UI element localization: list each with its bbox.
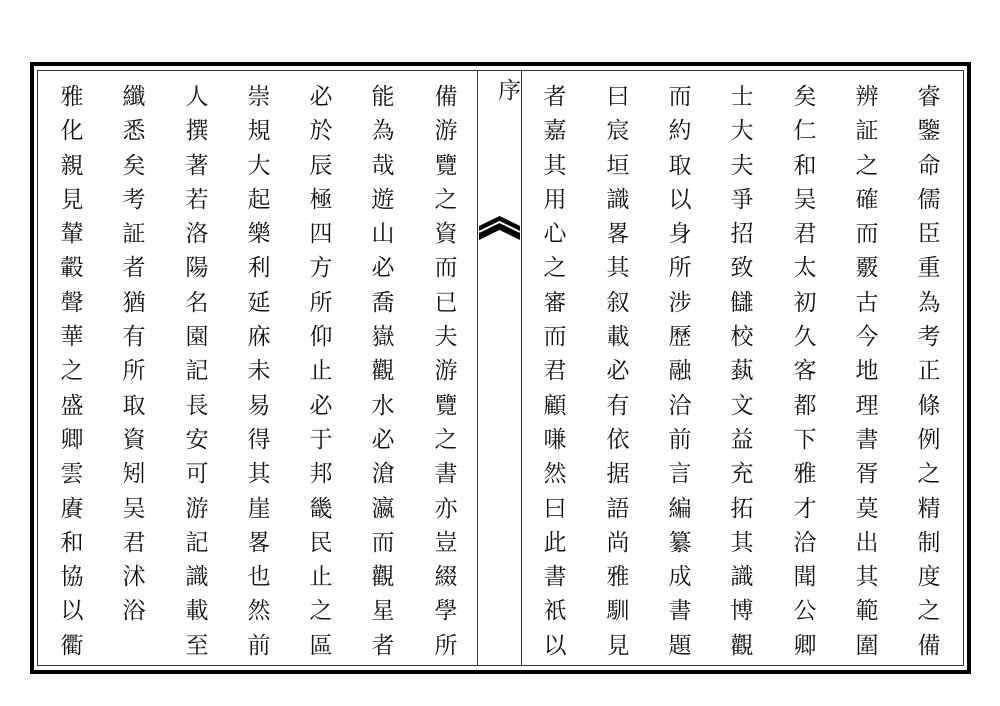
- text-char: 公: [793, 598, 817, 625]
- text-char: 爭: [730, 186, 754, 213]
- text-char: 而: [855, 221, 879, 248]
- text-char: 洛: [185, 221, 209, 248]
- right-column-2: [852, 80, 882, 663]
- text-char: 者: [371, 632, 395, 659]
- text-char: 睿: [917, 84, 941, 110]
- text-char: 安: [185, 426, 209, 453]
- text-char: 而: [434, 255, 458, 282]
- text-char: 夫: [730, 152, 754, 179]
- text-char: 猶: [122, 289, 146, 316]
- text-char: 者: [543, 84, 567, 110]
- text-char: 畿: [309, 495, 333, 522]
- text-char: 必: [371, 426, 395, 453]
- text-char: 載: [185, 598, 209, 625]
- right-column-7: [540, 80, 570, 663]
- text-char: 取: [122, 392, 146, 419]
- text-char: 顧: [543, 392, 567, 419]
- text-char: 然: [247, 598, 271, 625]
- text-char: 載: [606, 324, 630, 351]
- text-char: 撰: [185, 118, 209, 145]
- text-char: 輦: [60, 221, 84, 248]
- text-char: 方: [309, 255, 333, 282]
- text-char: 卿: [793, 632, 817, 659]
- text-char: 浴: [122, 598, 146, 625]
- text-char: 歷: [668, 324, 692, 351]
- left-column-2: [368, 80, 398, 663]
- text-char: 吴: [793, 186, 817, 213]
- text-char: 大: [247, 152, 271, 179]
- text-char: 學: [434, 598, 458, 625]
- text-char: 古: [855, 289, 879, 316]
- text-char: 哉: [371, 152, 395, 179]
- text-char: 之: [434, 426, 458, 453]
- text-char: 例: [917, 426, 941, 453]
- text-char: 崇: [247, 84, 271, 110]
- text-char: 邦: [309, 461, 333, 488]
- text-char: 星: [371, 598, 395, 625]
- text-char: 久: [793, 324, 817, 351]
- text-char: 而: [543, 324, 567, 351]
- left-column-5: [182, 80, 212, 663]
- text-char: 圍: [855, 632, 879, 659]
- text-char: 涉: [668, 289, 692, 316]
- text-char: 利: [247, 255, 271, 282]
- text-char: 止: [309, 358, 333, 385]
- text-char: 陽: [185, 255, 209, 282]
- text-char: 于: [309, 426, 333, 453]
- text-char: 庥: [247, 324, 271, 351]
- text-char: 編: [668, 495, 692, 522]
- left-column-3: [306, 80, 336, 663]
- text-char: 有: [606, 392, 630, 419]
- text-char: 曰: [606, 84, 630, 110]
- text-char: 才: [793, 495, 817, 522]
- text-char: 正: [917, 358, 941, 385]
- text-char: 轂: [60, 255, 84, 282]
- text-char: 前: [668, 426, 692, 453]
- text-char: 水: [371, 392, 395, 419]
- left-column-1: [431, 80, 461, 663]
- text-char: 度: [917, 564, 941, 591]
- text-char: 纂: [668, 529, 692, 556]
- text-char: 備: [917, 632, 941, 659]
- text-char: 和: [60, 529, 84, 556]
- text-char: 身: [668, 221, 692, 248]
- text-char: 畧: [247, 529, 271, 556]
- text-char: 延: [247, 289, 271, 316]
- text-char: 儒: [917, 186, 941, 213]
- text-char: 見: [606, 632, 630, 659]
- text-char: 今: [855, 324, 879, 351]
- text-char: 其: [606, 255, 630, 282]
- text-char: 下: [793, 426, 817, 453]
- text-char: 之: [917, 598, 941, 625]
- right-column-5: [665, 80, 695, 663]
- text-char: 書: [543, 564, 567, 591]
- text-char: 易: [247, 392, 271, 419]
- text-char: 尚: [606, 529, 630, 556]
- text-char: 起: [247, 186, 271, 213]
- text-char: 備: [434, 84, 458, 110]
- text-char: 用: [543, 186, 567, 213]
- text-char: 游: [434, 118, 458, 145]
- text-char: 心: [543, 221, 567, 248]
- text-char: 觀: [371, 358, 395, 385]
- text-char: 有: [122, 324, 146, 351]
- text-char: 理: [855, 392, 879, 419]
- text-char: 必: [309, 392, 333, 419]
- text-char: 之: [434, 186, 458, 213]
- text-char: 所: [309, 289, 333, 316]
- text-char: 華: [60, 324, 84, 351]
- text-char: 必: [371, 255, 395, 282]
- text-char: 仁: [793, 118, 817, 145]
- text-char: 以: [543, 632, 567, 659]
- text-char: 矧: [122, 461, 146, 488]
- right-column-6: [603, 80, 633, 663]
- text-char: 之: [917, 461, 941, 488]
- text-char: 雅: [606, 564, 630, 591]
- text-char: 識: [730, 564, 754, 591]
- text-char: 綴: [434, 564, 458, 591]
- text-char: 山: [371, 221, 395, 248]
- text-char: 出: [855, 529, 879, 556]
- text-char: 題: [668, 632, 692, 659]
- text-char: 賡: [60, 495, 84, 522]
- text-char: 記: [185, 358, 209, 385]
- text-char: 所: [122, 358, 146, 385]
- text-char: 嗛: [543, 426, 567, 453]
- text-char: 規: [247, 118, 271, 145]
- right-column-4: [727, 80, 757, 663]
- text-char: 曰: [543, 495, 567, 522]
- fishtail-mark: [477, 216, 522, 242]
- text-char: 可: [185, 461, 209, 488]
- right-column-3: [790, 80, 820, 663]
- text-char: 覽: [434, 392, 458, 419]
- text-char: 此: [543, 529, 567, 556]
- text-char: 洽: [668, 392, 692, 419]
- text-char: 其: [543, 152, 567, 179]
- text-char: 士: [730, 84, 754, 110]
- text-char: 記: [185, 529, 209, 556]
- text-char: 觀: [730, 632, 754, 659]
- left-column-6: [119, 80, 149, 629]
- text-char: 然: [543, 461, 567, 488]
- text-char: 融: [668, 358, 692, 385]
- text-char: 君: [122, 529, 146, 556]
- text-char: 人: [185, 84, 209, 110]
- text-char: 瀛: [371, 495, 395, 522]
- text-char: 雅: [793, 461, 817, 488]
- text-char: 衢: [60, 632, 84, 659]
- right-column-1: [914, 80, 944, 663]
- text-char: 觀: [371, 564, 395, 591]
- text-char: 吴: [122, 495, 146, 522]
- left-column-7: [57, 80, 87, 663]
- text-char: 益: [730, 426, 754, 453]
- text-char: 矣: [793, 84, 817, 110]
- text-char: 太: [793, 255, 817, 282]
- text-char: 大: [730, 118, 754, 145]
- text-char: 識: [185, 564, 209, 591]
- text-char: 得: [247, 426, 271, 453]
- text-char: 約: [668, 118, 692, 145]
- text-char: 鑒: [917, 118, 941, 145]
- text-char: 而: [371, 529, 395, 556]
- text-char: 聲: [60, 289, 84, 316]
- text-char: 其: [855, 564, 879, 591]
- text-char: 仰: [309, 324, 333, 351]
- text-char: 必: [309, 84, 333, 110]
- text-char: 長: [185, 392, 209, 419]
- text-char: 都: [793, 392, 817, 419]
- text-char: 叙: [606, 289, 630, 316]
- text-char: 民: [309, 529, 333, 556]
- text-char: 之: [543, 255, 567, 282]
- text-char: 纖: [122, 84, 146, 110]
- text-char: 遊: [371, 186, 395, 213]
- text-char: 其: [730, 529, 754, 556]
- text-char: 宸: [606, 118, 630, 145]
- text-char: 嘉: [543, 118, 567, 145]
- text-char: 極: [309, 186, 333, 213]
- text-char: 拓: [730, 495, 754, 522]
- text-char: 於: [309, 118, 333, 145]
- text-char: 崖: [247, 495, 271, 522]
- text-char: 也: [247, 564, 271, 591]
- center-label: 序: [494, 78, 520, 101]
- text-char: 胥: [855, 461, 879, 488]
- text-char: 証: [122, 221, 146, 248]
- text-char: 若: [185, 186, 209, 213]
- text-char: 取: [668, 152, 692, 179]
- text-char: 以: [668, 186, 692, 213]
- text-char: 其: [247, 461, 271, 488]
- text-char: 樂: [247, 221, 271, 248]
- text-char: 雲: [60, 461, 84, 488]
- text-char: 文: [730, 392, 754, 419]
- text-char: 重: [917, 255, 941, 282]
- text-char: 精: [917, 495, 941, 522]
- text-char: 卿: [60, 426, 84, 453]
- text-char: 資: [434, 221, 458, 248]
- text-char: 而: [668, 84, 692, 110]
- text-char: 止: [309, 564, 333, 591]
- text-char: 書: [434, 461, 458, 488]
- text-char: 垣: [606, 152, 630, 179]
- text-char: 為: [371, 118, 395, 145]
- text-char: 條: [917, 392, 941, 419]
- text-char: 夫: [434, 324, 458, 351]
- text-char: 悉: [122, 118, 146, 145]
- text-char: 覈: [855, 255, 879, 282]
- text-char: 區: [309, 632, 333, 659]
- text-char: 之: [60, 358, 84, 385]
- text-char: 覽: [434, 152, 458, 179]
- text-char: 書: [855, 426, 879, 453]
- text-char: 招: [730, 221, 754, 248]
- text-char: 所: [434, 632, 458, 659]
- text-char: 辨: [855, 84, 879, 110]
- text-char: 游: [434, 358, 458, 385]
- text-char: 据: [606, 461, 630, 488]
- text-char: 亦: [434, 495, 458, 522]
- text-char: 辰: [309, 152, 333, 179]
- text-char: 矣: [122, 152, 146, 179]
- text-char: 畧: [606, 221, 630, 248]
- text-char: 至: [185, 632, 209, 659]
- text-char: 著: [185, 152, 209, 179]
- text-char: 為: [917, 289, 941, 316]
- text-char: 雅: [60, 84, 84, 110]
- text-char: 範: [855, 598, 879, 625]
- text-char: 洽: [793, 529, 817, 556]
- text-char: 見: [60, 186, 84, 213]
- text-char: 滄: [371, 461, 395, 488]
- text-char: 聞: [793, 564, 817, 591]
- text-char: 祇: [543, 598, 567, 625]
- text-char: 園: [185, 324, 209, 351]
- text-char: 所: [668, 255, 692, 282]
- text-char: 者: [122, 255, 146, 282]
- text-char: 臣: [917, 221, 941, 248]
- text-char: 致: [730, 255, 754, 282]
- text-char: 沭: [122, 564, 146, 591]
- text-char: 客: [793, 358, 817, 385]
- text-char: 蓺: [730, 358, 754, 385]
- text-char: 確: [855, 186, 879, 213]
- text-char: 審: [543, 289, 567, 316]
- text-char: 命: [917, 152, 941, 179]
- text-char: 協: [60, 564, 84, 591]
- text-char: 識: [606, 186, 630, 213]
- text-char: 嶽: [371, 324, 395, 351]
- text-char: 以: [60, 598, 84, 625]
- text-char: 喬: [371, 289, 395, 316]
- text-char: 考: [917, 324, 941, 351]
- text-char: 制: [917, 529, 941, 556]
- text-char: 資: [122, 426, 146, 453]
- text-char: 君: [543, 358, 567, 385]
- text-char: 豈: [434, 529, 458, 556]
- text-char: 必: [606, 358, 630, 385]
- text-char: 初: [793, 289, 817, 316]
- text-char: 書: [668, 598, 692, 625]
- text-char: 之: [309, 598, 333, 625]
- text-char: 莫: [855, 495, 879, 522]
- text-char: 游: [185, 495, 209, 522]
- left-column-4: [244, 80, 274, 663]
- text-char: 成: [668, 564, 692, 591]
- text-char: 四: [309, 221, 333, 248]
- text-char: 之: [855, 152, 879, 179]
- text-char: 依: [606, 426, 630, 453]
- text-char: 語: [606, 495, 630, 522]
- text-char: 能: [371, 84, 395, 110]
- text-char: 充: [730, 461, 754, 488]
- text-char: 讎: [730, 289, 754, 316]
- text-char: 化: [60, 118, 84, 145]
- text-char: 未: [247, 358, 271, 385]
- text-char: 博: [730, 598, 754, 625]
- text-char: 考: [122, 186, 146, 213]
- center-strip: [477, 70, 522, 666]
- text-char: 地: [855, 358, 879, 385]
- text-char: 盛: [60, 392, 84, 419]
- text-char: 前: [247, 632, 271, 659]
- text-char: 証: [855, 118, 879, 145]
- text-char: 言: [668, 461, 692, 488]
- text-char: 親: [60, 152, 84, 179]
- text-char: 君: [793, 221, 817, 248]
- text-char: 和: [793, 152, 817, 179]
- text-char: 名: [185, 289, 209, 316]
- text-char: 馴: [606, 598, 630, 625]
- text-char: 校: [730, 324, 754, 351]
- text-char: 已: [434, 289, 458, 316]
